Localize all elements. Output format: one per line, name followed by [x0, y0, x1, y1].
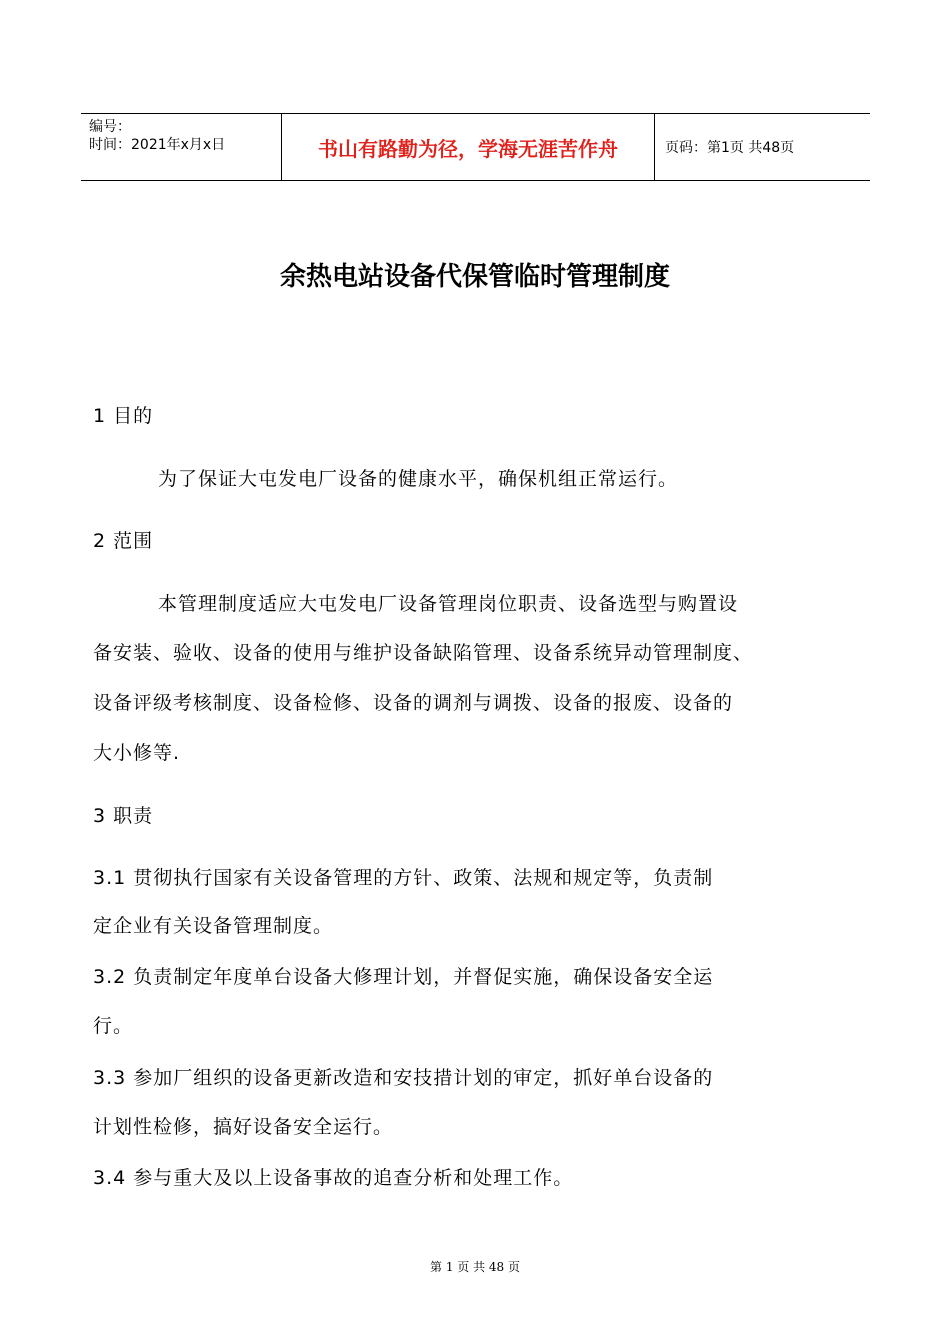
paragraph-line: 行。	[93, 1015, 134, 1037]
paragraph-line: 定企业有关设备管理制度。	[93, 915, 334, 937]
paragraph-line: 计划性检修，搞好设备安全运行。	[93, 1116, 394, 1138]
paragraph-line: 3.2 负责制定年度单台设备大修理计划，并督促实施，确保设备安全运	[93, 966, 714, 988]
header-info-cell	[81, 114, 281, 180]
footer-page-number: 第 1 页 共 48 页	[430, 1260, 520, 1274]
paragraph-line: 设备评级考核制度、设备检修、设备的调剂与调拨、设备的报废、设备的	[93, 692, 734, 714]
paragraph-line: 大小修等.	[93, 742, 181, 764]
paragraph-line: 备安装、验收、设备的使用与维护设备缺陷管理、设备系统异动管理制度、	[93, 642, 754, 664]
paragraph-line: 本管理制度适应大屯发电厂设备管理岗位职责、设备选型与购置设	[158, 593, 739, 615]
document-title: 余热电站设备代保管临时管理制度	[279, 262, 670, 292]
header-page-label: 页码：第1页 共48页	[665, 140, 795, 156]
header-motto: 书山有路勤为径，学海无涯苦作舟	[281, 114, 655, 180]
document-time-label: 时间：2021年x月x日	[89, 137, 226, 153]
section-heading-3: 3 职责	[93, 805, 154, 827]
paragraph-line: 3.1 贯彻执行国家有关设备管理的方针、政策、法规和规定等，负责制	[93, 867, 714, 889]
paragraph-line: 3.3 参加厂组织的设备更新改造和安技措计划的审定，抓好单台设备的	[93, 1067, 714, 1089]
paragraph-line: 3.4 参与重大及以上设备事故的追查分析和处理工作。	[93, 1167, 574, 1189]
section-heading-2: 2 范围	[93, 530, 154, 552]
section-heading-1: 1 目的	[93, 405, 154, 427]
header-table	[81, 113, 870, 181]
paragraph-line: 为了保证大屯发电厂设备的健康水平，确保机组正常运行。	[158, 468, 679, 490]
document-number-label: 编号：	[89, 119, 131, 135]
